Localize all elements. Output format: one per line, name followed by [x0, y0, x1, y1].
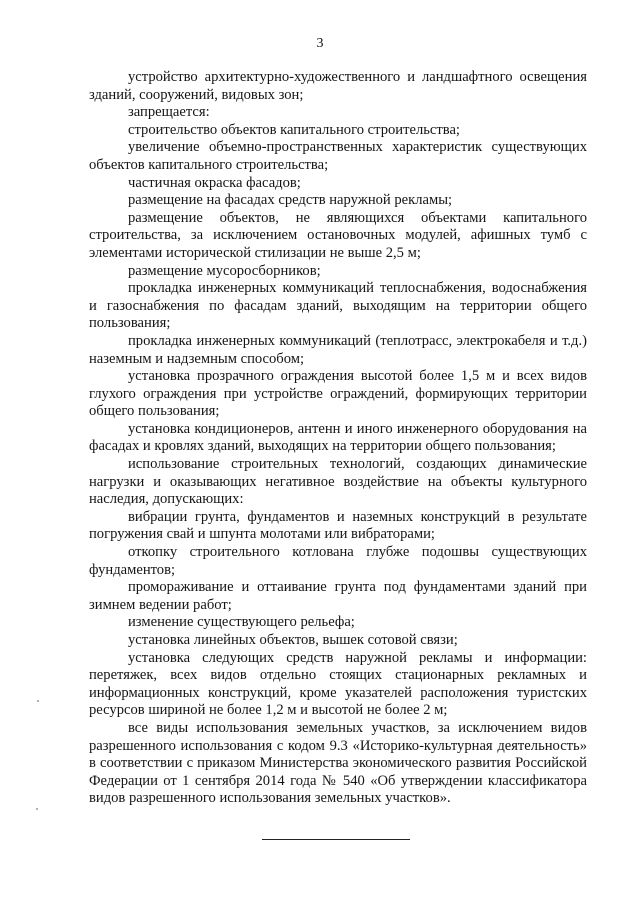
paragraph: частичная окраска фасадов;	[128, 174, 301, 191]
paragraph: установка линейных объектов, вышек сотовой связи;	[128, 632, 458, 648]
scan-speck	[37, 700, 39, 702]
document-body	[89, 69, 587, 808]
paragraph: прокладка инженерных коммуникаций теплоснабжения, водоснабжения и газоснабжения по фасадам зданий, выходящим на территории общего пользования;	[89, 280, 587, 332]
paragraph: размещение на фасадах средств наружной рекламы;	[128, 192, 453, 209]
paragraph: установка следующих средств наружной рекламы и информации: перетяжек, всех видов отдельно стоящих стационарных рекламных и информационных конструкций, кроме указателей расположения туристских ресурсов шириной не более 1,2 м и высотой не более 2 м;	[89, 649, 587, 719]
paragraph: вибрации грунта, фундаментов и наземных конструкций в результате погружения свай и шпунта молотами или вибраторами;	[89, 508, 587, 543]
paragraph: все виды использования земельных участков, за исключением видов разрешенного использования с кодом 9.3 «Историко-культурная деятельность» в соответствии с приказом Министерства экономического развития Российской Федерации от 1 сентября 2014 года № 540 «Об утверждении классификатора видов разрешенного использования земельных участков».	[89, 719, 587, 807]
paragraph: увеличение объемно-пространственных характеристик существующих объектов капитального строительства;	[89, 139, 587, 173]
paragraph: размещение объектов, не являющихся объектами капитального строительства, за исключением остановочных модулей, афишных тумб с элементами исторической стилизации не выше 2,5 м;	[89, 209, 587, 261]
paragraph: строительство объектов капитального строительства;	[128, 121, 460, 138]
page-number: 3	[316, 36, 324, 51]
paragraph: откопку строительного котлована глубже подошвы существующих фундаментов;	[89, 544, 587, 578]
paragraph: размещение мусоросборников;	[128, 262, 321, 279]
paragraph: использование строительных технологий, создающих динамические нагрузки и оказывающих негативное воздействие на объекты культурного наследия, допускающих:	[89, 456, 587, 508]
paragraph: прокладка инженерных коммуникаций (теплотрасс, электрокабеля и т.д.) наземным и надземным способом;	[89, 332, 587, 367]
paragraph: установка прозрачного ограждения высотой более 1,5 м и всех видов глухого ограждения при устройстве ограждений, формирующих территории общего пользования;	[89, 368, 587, 420]
paragraph: установка кондиционеров, антенн и иного инженерного оборудования на фасадах и кровлях зданий, выходящих на территории общего пользования;	[89, 420, 587, 455]
paragraph: запрещается:	[128, 104, 210, 121]
paragraph: промораживание и оттаивание грунта под фундаментами зданий при зимнем ведении работ;	[89, 579, 587, 613]
paragraph: изменение существующего рельефа;	[128, 614, 355, 631]
scan-speck	[36, 808, 38, 810]
end-divider-line	[262, 839, 410, 840]
paragraph: устройство архитектурно-художественного и ландшафтного освещения зданий, сооружений, видовых зон;	[89, 69, 587, 103]
